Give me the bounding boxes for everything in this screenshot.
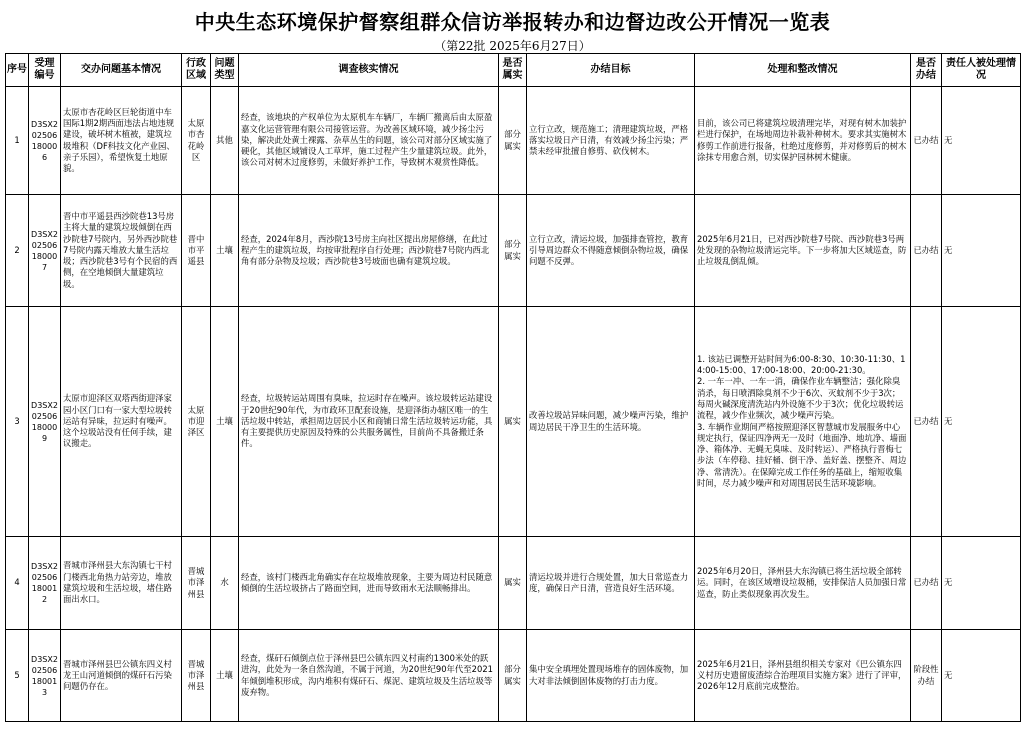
cell-region: 太原市迎泽区 bbox=[182, 307, 211, 537]
table-row bbox=[6, 87, 1021, 195]
cell-accountability: 无 bbox=[942, 630, 1021, 722]
cell-issue: 晋城市泽州县大东沟镇七干村门楼西北角热力站旁边，堆放建筑垃圾和生活垃圾，堵住路面出水口。 bbox=[61, 537, 182, 630]
table-row bbox=[6, 195, 1021, 307]
cell-issue: 太原市杏花岭区巨轮街道中车国际1期2期西面违法占地违规建设，破坏树木植被，建筑垃圾堆积（DF科技文化产业园、亲子乐园），希望恢复土地原貌。 bbox=[61, 87, 182, 195]
cell-verified: 属实 bbox=[499, 307, 527, 537]
header-type: 问题类型 bbox=[211, 54, 239, 87]
cell-goal: 改善垃圾站异味问题，减少噪声污染，维护周边居民干净卫生的生活环境。 bbox=[527, 307, 695, 537]
header-id: 受理编号 bbox=[29, 54, 61, 87]
cell-findings: 经查，垃圾转运站周围有臭味，拉运时存在噪声。该垃圾转运站建设于20世纪90年代，为市政环卫配套设施，是迎泽街办辖区唯一的生活垃圾中转站，承担周边居民小区和商铺日常生活垃圾转运功能，具有主要提供历史原因及特殊的公共服务属性，目前尚不具备搬迁条件。 bbox=[239, 307, 499, 537]
cell-done: 已办结 bbox=[911, 537, 942, 630]
header-done: 是否办结 bbox=[911, 54, 942, 87]
table-header-row bbox=[6, 54, 1021, 87]
cell-issue: 太原市迎泽区双塔西街迎泽家园小区门口有一家大型垃圾转运站有异味，拉运时有噪声。这个垃圾站没有任何手续，建议搬走。 bbox=[61, 307, 182, 537]
cell-done: 已办结 bbox=[911, 307, 942, 537]
cell-id: D3SX202506180009 bbox=[29, 307, 61, 537]
cell-issue: 晋中市平遥县西沙院巷13号房主将大量的建筑垃圾倾倒在西沙院巷7号院内，另外西沙院巷7号院内露天堆放大量生活垃圾；西沙院巷3号有个民宿的西侧，在空地倾倒大量建筑垃圾。 bbox=[61, 195, 182, 307]
cell-action: 目前，该公司已将建筑垃圾清理完毕，对现有树木加装护栏进行保护，在场地周边补栽补种树木。要求其实施树木修剪工作前进行报备，杜绝过度修剪，并对修剪后的树木涂抹专用愈合剂，切实保护园林树木健康。 bbox=[695, 87, 911, 195]
cell-findings: 经查，2024年8月，西沙院13号房主向社区提出房屋修缮，在此过程产生的建筑垃圾，均按审批程序自行处理；西沙院巷7号院内西北角有部分杂物及垃圾；西沙院巷3号坡面也确有建筑垃圾。 bbox=[239, 195, 499, 307]
cell-action: 1. 该站已调整开站时间为6:00-8:30、10:30-11:30、14:00-15:00、17:00-18:00、20:00-21:30。 2. 一车一冲、一车一消，确保作业车辆整洁；强化除臭消杀，每日喷洒除臭剂不少于6次、灭蚊剂不少于3次；每周火碱深度清洗站内外设施不少于3次；优化垃圾转运流程，减少作业频次，减少噪声污染。 3. 车辆作业期间严格按照迎泽区智慧城市发展服务中心规定执行，保证四净两无一及时（地面净、地坑净、墙面净、箱体净、无蝇无臭味、及时转运）、严格执行晋梅七步法（车停稳、挂好桶、倒干净、盖好盖、摆整齐、周边净、常清洗）。在保障完成工作任务的基础上，缩短收集时间，尽力减少噪声和对周围居民生活环境影响。 bbox=[695, 307, 911, 537]
cell-goal: 立行立改，清运垃圾，加强排查管控，教育引导周边群众不得随意倾倒杂物垃圾，确保问题不反弹。 bbox=[527, 195, 695, 307]
table-row bbox=[6, 630, 1021, 722]
cell-type: 土壤 bbox=[211, 195, 239, 307]
cell-region: 太原市杏花岭区 bbox=[182, 87, 211, 195]
cell-action: 2025年6月20日，泽州县大东沟镇已将生活垃圾全部转运。同时，在该区域增设垃圾桶，安排保洁人员加强日常巡查，防止类似现象再次发生。 bbox=[695, 537, 911, 630]
header-verified: 是否属实 bbox=[499, 54, 527, 87]
cell-accountability: 无 bbox=[942, 537, 1021, 630]
cell-region: 晋城市泽州县 bbox=[182, 537, 211, 630]
cell-goal: 集中安全填埋处置现场堆存的固体废物，加大对非法倾倒固体废物的打击力度。 bbox=[527, 630, 695, 722]
cell-id: D3SX202506180006 bbox=[29, 87, 61, 195]
cell-id: D3SX202506180013 bbox=[29, 630, 61, 722]
cell-done: 已办结 bbox=[911, 195, 942, 307]
cell-verified: 属实 bbox=[499, 537, 527, 630]
table-row bbox=[6, 307, 1021, 537]
cell-seq: 3 bbox=[6, 307, 29, 537]
cell-done: 阶段性办结 bbox=[911, 630, 942, 722]
cell-accountability: 无 bbox=[942, 195, 1021, 307]
document-title: 中央生态环境保护督察组群众信访举报转办和边督边改公开情况一览表 bbox=[194, 10, 831, 34]
header-action: 处理和整改情况 bbox=[695, 54, 911, 87]
cell-region: 晋中市平遥县 bbox=[182, 195, 211, 307]
header-goal: 办结目标 bbox=[527, 54, 695, 87]
cell-issue: 晋城市泽州县巴公镇东四义村龙王山河道倾倒的煤矸石污染问题仍存在。 bbox=[61, 630, 182, 722]
header-region: 行政区域 bbox=[182, 54, 211, 87]
cell-verified: 部分属实 bbox=[499, 87, 527, 195]
cell-type: 其他 bbox=[211, 87, 239, 195]
header-findings: 调查核实情况 bbox=[239, 54, 499, 87]
cell-type: 水 bbox=[211, 537, 239, 630]
cell-verified: 部分属实 bbox=[499, 195, 527, 307]
header-accountability: 责任人被处理情况 bbox=[942, 54, 1021, 87]
table-row bbox=[6, 537, 1021, 630]
cell-findings: 经查，该地块的产权单位为太原机车车辆厂，车辆厂搬离后由太原盈嘉文化运营管理有限公司接管运营。为改善区域环境，减少扬尘污染，解决此处黄土裸露、杂草丛生的问题，该公司对部分区域实施了硬化，其他区域铺设人工草坪，施工过程产生少量建筑垃圾。此外，该公司对树木过度修剪，未做好养护工作，导致树木观赏性降低。 bbox=[239, 87, 499, 195]
cell-seq: 5 bbox=[6, 630, 29, 722]
cell-id: D3SX202506180012 bbox=[29, 537, 61, 630]
cell-accountability: 无 bbox=[942, 307, 1021, 537]
cell-seq: 2 bbox=[6, 195, 29, 307]
cell-verified: 部分属实 bbox=[499, 630, 527, 722]
cell-type: 土壤 bbox=[211, 630, 239, 722]
cell-action: 2025年6月21日，已对西沙院巷7号院、西沙院巷3号两处发现的杂物垃圾清运完毕。下一步将加大区域巡查，防止垃圾乱倒乱倾。 bbox=[695, 195, 911, 307]
cell-goal: 清运垃圾并进行合规处置，加大日常巡查力度，确保日产日清，营造良好生活环境。 bbox=[527, 537, 695, 630]
cell-findings: 经查，煤矸石倾倒点位于泽州县巴公镇东四义村南约1300米处的跃进沟，此处为一条自然沟道，不属于河道，为20世纪90年代至2021年倾倒堆积形成，沟内堆积有煤矸石、煤泥、建筑垃圾及生活垃圾等废弃物。 bbox=[239, 630, 499, 722]
header-issue: 交办问题基本情况 bbox=[61, 54, 182, 87]
cell-action: 2025年6月21日，泽州县组织相关专家对《巴公镇东四义村历史遗留废渣综合治理项目实施方案》进行了评审，2026年12月底前完成整治。 bbox=[695, 630, 911, 722]
cell-seq: 1 bbox=[6, 87, 29, 195]
document-subtitle: （第22批 2025年6月27日） bbox=[434, 39, 591, 53]
cell-type: 土壤 bbox=[211, 307, 239, 537]
cell-accountability: 无 bbox=[942, 87, 1021, 195]
cell-region: 晋城市泽州县 bbox=[182, 630, 211, 722]
cell-findings: 经查，该村门楼西北角确实存在垃圾堆放现象，主要为周边村民随意倾倒的生活垃圾挤占了路面空间，进而导致雨水无法顺畅排出。 bbox=[239, 537, 499, 630]
cell-id: D3SX202506180007 bbox=[29, 195, 61, 307]
cell-goal: 立行立改，规范施工；清理建筑垃圾，严格落实垃圾日产日清，有效减少扬尘污染；严禁未经审批擅自修剪、砍伐树木。 bbox=[527, 87, 695, 195]
header-seq: 序号 bbox=[6, 54, 29, 87]
cell-done: 已办结 bbox=[911, 87, 942, 195]
complaints-table bbox=[5, 53, 1021, 722]
cell-seq: 4 bbox=[6, 537, 29, 630]
